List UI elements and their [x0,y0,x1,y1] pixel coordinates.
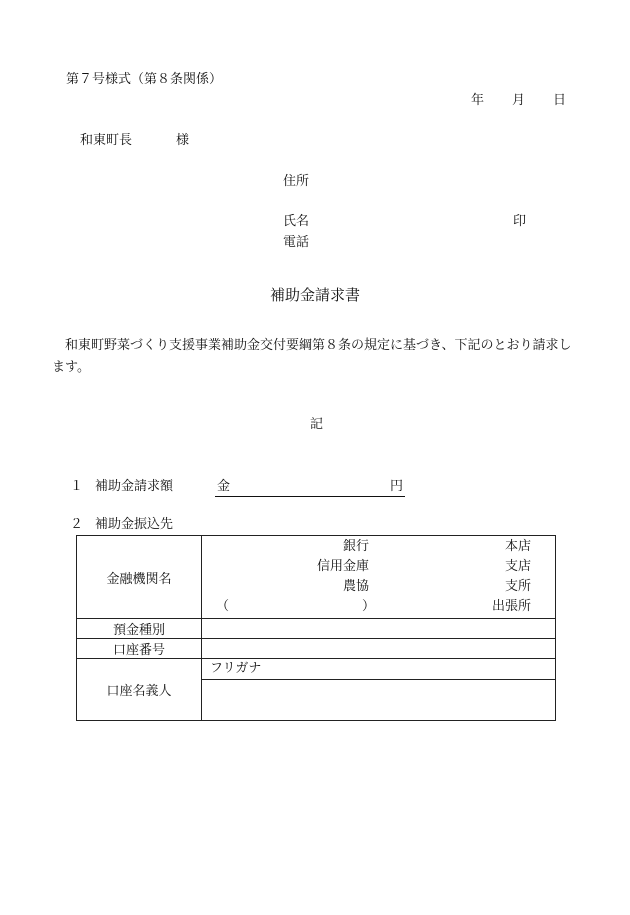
paren-close: ） [361,599,375,614]
form-number: 第７号様式（第８条関係） [66,72,223,87]
amount-unit: 円 [389,479,403,494]
deposit-type-label: 預金種別 [77,619,202,639]
account-holder-label: 口座名義人 [77,659,202,721]
inst-type-nokyo: 農協 [342,579,369,594]
inst-type-shinkin: 信用金庫 [316,559,369,574]
bank-transfer-table [76,535,556,721]
furigana-field[interactable] [202,659,556,680]
branch-type-branch: 支店 [504,559,531,574]
deposit-type-field[interactable] [202,619,556,639]
date-month: 月 [512,93,526,108]
branch-type-subbranch: 支所 [504,579,531,594]
address-label: 住所 [283,174,310,189]
seal-label: 印 [513,214,527,229]
furigana-label: フリガナ [210,661,262,676]
item2-number: ２ [70,517,84,532]
branch-type-head: 本店 [504,539,531,554]
recipient-suffix: 様 [176,133,190,148]
recipient-name: 和東町長 [80,133,133,148]
institution-label: 金融機関名 [77,536,202,619]
paren-open: （ [216,599,230,614]
name-label: 氏名 [283,214,310,229]
institution-field[interactable] [202,536,556,619]
date-day: 日 [553,93,567,108]
item2-label: 補助金振込先 [95,517,174,532]
phone-label: 電話 [283,235,310,250]
ki-mark: 記 [310,417,324,432]
document-title: 補助金請求書 [269,286,360,304]
account-holder-field[interactable] [202,680,556,721]
amount-prefix: 金 [217,479,231,494]
item1-number: １ [70,479,84,494]
branch-type-office: 出張所 [491,599,531,614]
inst-type-bank: 銀行 [342,539,369,554]
date-year: 年 [471,93,485,108]
account-number-field[interactable] [202,639,556,659]
body-text: 和東町野菜づくり支援事業補助金交付要綱第８条の規定に基づき、下記のとおり請求します。 [52,338,572,375]
account-number-label: 口座番号 [77,639,202,659]
amount-field[interactable] [215,479,405,497]
item1-label: 補助金請求額 [95,479,174,494]
